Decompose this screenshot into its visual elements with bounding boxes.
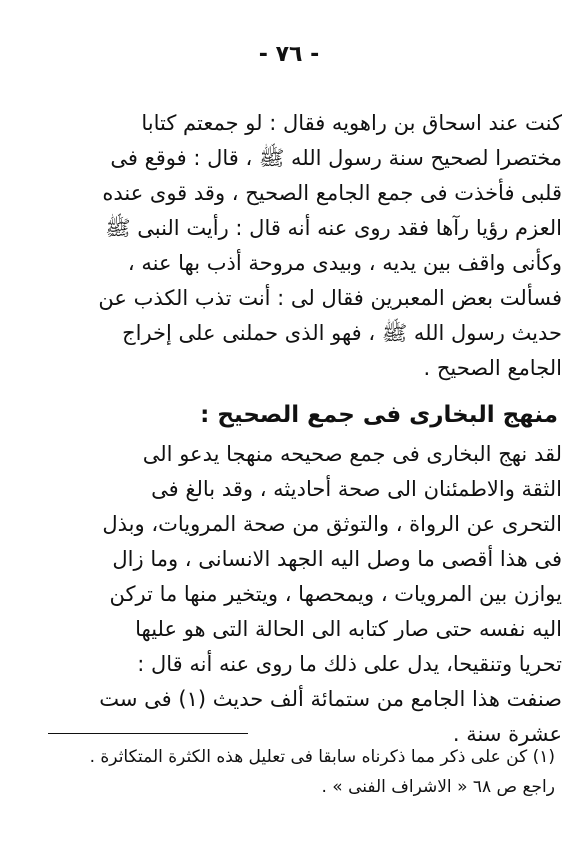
- text-line: تحريا وتنقيحا، يدل على ذلك ما روى عنه أنه قال :: [137, 652, 562, 676]
- text-line: الجامع الصحيح .: [423, 356, 562, 380]
- text-line: عشرة سنة .: [452, 722, 562, 746]
- text-line: قلبى فأخذت فى جمع الجامع الصحيح ، وقد قوى عنده: [102, 181, 562, 205]
- text-line: التحرى عن الرواة ، والتوثق من صحة المرويات، وبذل: [102, 512, 562, 536]
- text-line: يوازن بين المرويات ، ويمحصها ، ويتخير منها ما تركن: [109, 582, 562, 606]
- text-line: صنفت هذا الجامع من ستمائة ألف حديث (١) فى ست: [99, 687, 562, 711]
- page-number: - ٧٦ -: [258, 42, 320, 67]
- text-line: كنت عند اسحاق بن راهويه فقال : لو جمعتم كتابا: [141, 111, 562, 135]
- text-line: فى هذا أقصى ما وصل اليه الجهد الانسانى ، وما زال: [112, 547, 562, 571]
- footnote-line: راجع ص ٦٨ « الاشراف الفنى » .: [321, 777, 555, 797]
- footnote-divider: [48, 733, 248, 734]
- section-heading: منهج البخارى فى جمع الصحيح :: [200, 402, 558, 428]
- footnote-line: (١) كن على ذكر مما ذكرناه سابقا فى تعليل هذه الكثرة المتكاثرة .: [89, 747, 555, 767]
- text-line: مختصرا لصحيح سنة رسول الله ﷺ ، قال : فوقع فى: [110, 146, 562, 170]
- paragraph-narration: [52, 106, 562, 386]
- text-line: اليه نفسه حتى صار كتابه الى الحالة التى هو عليها: [135, 617, 562, 641]
- text-line: العزم رؤيا رآها فقد روى عنه أنه قال : رأيت النبى ﷺ: [105, 216, 562, 240]
- text-line: وكأنى واقف بين يديه ، وبيدى مروحة أذب بها عنه ،: [127, 251, 562, 275]
- footnotes: [45, 742, 555, 802]
- text-line: الثقة والاطمئنان الى صحة أحاديثه ، وقد بالغ فى: [151, 477, 562, 501]
- text-line: حديث رسول الله ﷺ ، فهو الذى حملنى على إخراج: [122, 321, 562, 345]
- text-line: فسألت بعض المعبرين فقال لى : أنت تذب الكذب عن: [98, 286, 562, 310]
- text-line: لقد نهج البخارى فى جمع صحيحه منهجا يدعو الى: [142, 442, 562, 466]
- paragraph-method: [52, 437, 562, 752]
